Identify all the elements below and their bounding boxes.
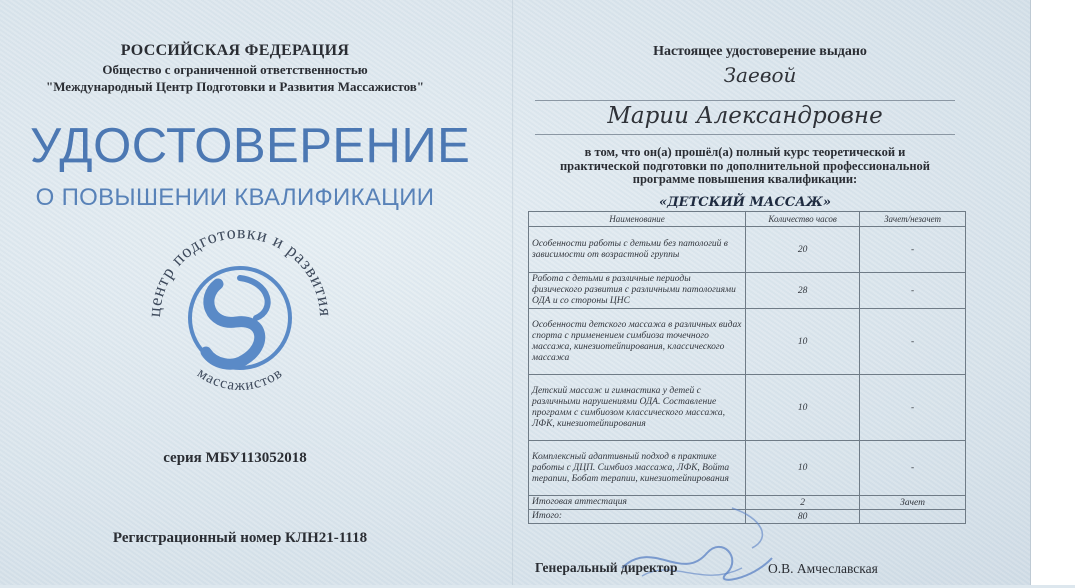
- country-heading: РОССИЙСКАЯ ФЕДЕРАЦИЯ: [120, 42, 350, 59]
- recipient-name: Марии Александровне: [607, 103, 883, 129]
- director-label: Генеральный директор: [535, 560, 678, 575]
- course-hours: 10: [746, 309, 860, 375]
- course-hours: 80: [746, 510, 860, 524]
- course-name: Особенности работы с детьми без патологий в зависимости от возрастной группы: [529, 227, 746, 273]
- course-name: Итого:: [529, 510, 746, 524]
- director-name: О.В. Амчеславская: [768, 561, 878, 576]
- table-row: [529, 227, 966, 273]
- course-hours: 10: [746, 441, 860, 496]
- table-row: [529, 375, 966, 441]
- name-underline: [535, 134, 955, 135]
- course-credit: -: [860, 227, 966, 273]
- course-credit: -: [860, 309, 966, 375]
- course-hours: 28: [746, 273, 860, 309]
- table-header-row: [529, 212, 966, 227]
- page-fold: [512, 0, 514, 585]
- intro-line-3: программе повышения квалификации:: [632, 172, 858, 186]
- course-hours: 2: [746, 496, 860, 510]
- header-name: Наименование: [529, 212, 746, 227]
- course-name: Детский массаж и гимнастика у детей с различными нарушениями ОДА. Составление программ с симбиозом классического массажа, ЛФК, кинезиотейпирования: [529, 375, 746, 441]
- course-credit: -: [860, 273, 966, 309]
- issued-to-label: Настоящее удостоверение выдано: [653, 44, 867, 59]
- document-title: УДОСТОВЕРЕНИЕ: [30, 119, 471, 173]
- course-hours: 10: [746, 375, 860, 441]
- header-credit: Зачет/незачет: [860, 212, 966, 227]
- organization-name: "Международный Центр Подготовки и Развития Массажистов": [45, 79, 424, 94]
- logo-ring-text: центр подготовки и развития: [143, 222, 337, 318]
- table-row: [529, 273, 966, 309]
- course-hours: 20: [746, 227, 860, 273]
- course-completion-text: [535, 146, 955, 187]
- course-name: Особенности детского массажа в различных видах спорта с применением симбиоза точечного массажа, кинезиотейпирования, классического массажа: [529, 309, 746, 375]
- logo-bottom-text: массажистов: [194, 365, 286, 394]
- course-name: Комплексный адаптивный подход в практике работы с ДЦП. Симбиоз массажа, ЛФК, Войта терапии, Бобат терапии, кинезиотейпирования: [529, 441, 746, 496]
- course-credit: Зачет: [860, 496, 966, 510]
- course-credit: [860, 510, 966, 524]
- courses-table: [528, 211, 966, 524]
- organization-type: Общество с ограниченной ответственностью: [102, 62, 368, 77]
- course-credit: -: [860, 441, 966, 496]
- header-hours: Количество часов: [746, 212, 860, 227]
- course-name: Итоговая аттестация: [529, 496, 746, 510]
- page-edge: [1030, 0, 1075, 585]
- program-name: «ДЕТСКИЙ МАССАЖ»: [659, 195, 831, 210]
- document-subtitle: О ПОВЫШЕНИИ КВАЛИФИКАЦИИ: [35, 184, 435, 211]
- surname-underline: [535, 100, 955, 101]
- hands-logo-icon: [140, 218, 340, 418]
- table-row: [529, 441, 966, 496]
- course-name: Работа с детьми в различные периоды физического развития с различными патологиями ОДА и со стороны ЦНС: [529, 273, 746, 309]
- series-number: серия МБУ113052018: [163, 450, 307, 466]
- registration-number: Регистрационный номер КЛН21-1118: [112, 530, 368, 546]
- table-row: [529, 309, 966, 375]
- intro-line-1: в том, что он(а) прошёл(а) полный курс теоретической и: [584, 145, 906, 159]
- course-credit: -: [860, 375, 966, 441]
- intro-line-2: практической подготовки по дополнительной профессиональной: [559, 158, 930, 173]
- recipient-surname: Заевой: [723, 63, 797, 87]
